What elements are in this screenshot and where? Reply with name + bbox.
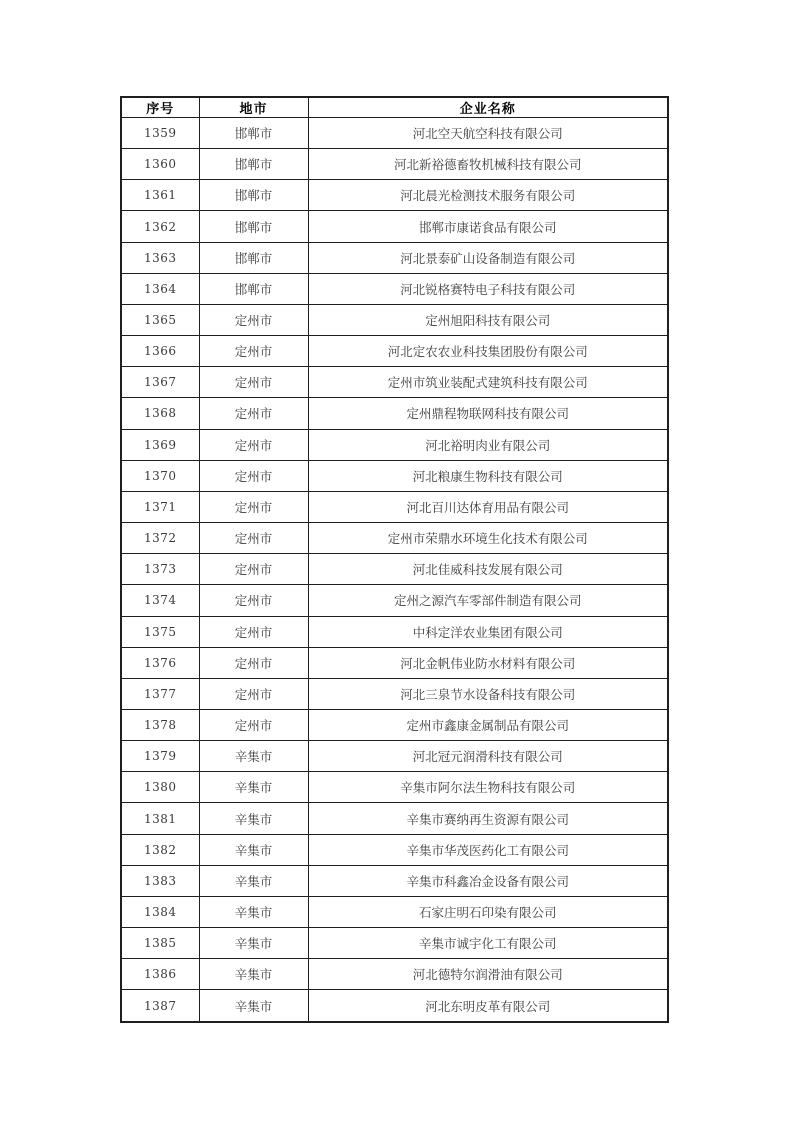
cell-company-name: 定州之源汽车零部件制造有限公司 xyxy=(308,585,668,616)
header-serial-number: 序号 xyxy=(121,97,199,118)
cell-city: 辛集市 xyxy=(199,834,308,865)
cell-serial-number: 1366 xyxy=(121,336,199,367)
cell-city: 邯郸市 xyxy=(199,149,308,180)
table-row xyxy=(121,616,668,647)
cell-company-name: 河北晨光检测技术服务有限公司 xyxy=(308,180,668,211)
cell-city: 辛集市 xyxy=(199,959,308,990)
cell-serial-number: 1359 xyxy=(121,118,199,149)
cell-company-name: 河北定农农业科技集团股份有限公司 xyxy=(308,336,668,367)
cell-company-name: 石家庄明石印染有限公司 xyxy=(308,896,668,927)
table-row xyxy=(121,367,668,398)
cell-city: 辛集市 xyxy=(199,741,308,772)
cell-serial-number: 1381 xyxy=(121,803,199,834)
cell-serial-number: 1363 xyxy=(121,242,199,273)
table-row xyxy=(121,803,668,834)
cell-city: 辛集市 xyxy=(199,896,308,927)
cell-company-name: 河北锐格赛特电子科技有限公司 xyxy=(308,273,668,304)
cell-serial-number: 1360 xyxy=(121,149,199,180)
table-row xyxy=(121,959,668,990)
cell-city: 定州市 xyxy=(199,491,308,522)
cell-serial-number: 1374 xyxy=(121,585,199,616)
table-row xyxy=(121,678,668,709)
cell-serial-number: 1386 xyxy=(121,959,199,990)
cell-company-name: 邯郸市康诺食品有限公司 xyxy=(308,211,668,242)
cell-city: 定州市 xyxy=(199,616,308,647)
cell-serial-number: 1378 xyxy=(121,709,199,740)
cell-city: 邯郸市 xyxy=(199,118,308,149)
cell-company-name: 辛集市华茂医药化工有限公司 xyxy=(308,834,668,865)
table-row xyxy=(121,834,668,865)
cell-company-name: 河北裕明肉业有限公司 xyxy=(308,429,668,460)
cell-city: 邯郸市 xyxy=(199,180,308,211)
cell-serial-number: 1387 xyxy=(121,990,199,1022)
cell-city: 邯郸市 xyxy=(199,273,308,304)
cell-city: 定州市 xyxy=(199,647,308,678)
company-table xyxy=(120,96,669,1023)
cell-company-name: 河北新裕德畜牧机械科技有限公司 xyxy=(308,149,668,180)
cell-company-name: 辛集市诚宇化工有限公司 xyxy=(308,928,668,959)
table-row xyxy=(121,585,668,616)
table-row xyxy=(121,990,668,1022)
table-row xyxy=(121,211,668,242)
cell-city: 定州市 xyxy=(199,585,308,616)
cell-city: 定州市 xyxy=(199,678,308,709)
cell-company-name: 河北三泉节水设备科技有限公司 xyxy=(308,678,668,709)
cell-company-name: 河北佳威科技发展有限公司 xyxy=(308,554,668,585)
cell-serial-number: 1367 xyxy=(121,367,199,398)
cell-company-name: 辛集市赛纳再生资源有限公司 xyxy=(308,803,668,834)
cell-serial-number: 1364 xyxy=(121,273,199,304)
header-company-name: 企业名称 xyxy=(308,97,668,118)
cell-serial-number: 1377 xyxy=(121,678,199,709)
cell-company-name: 定州市鑫康金属制品有限公司 xyxy=(308,709,668,740)
cell-city: 辛集市 xyxy=(199,928,308,959)
table-row xyxy=(121,398,668,429)
table-row xyxy=(121,554,668,585)
cell-company-name: 辛集市科鑫冶金设备有限公司 xyxy=(308,865,668,896)
cell-company-name: 河北德特尔润滑油有限公司 xyxy=(308,959,668,990)
cell-company-name: 定州鼎程物联网科技有限公司 xyxy=(308,398,668,429)
cell-company-name: 河北空天航空科技有限公司 xyxy=(308,118,668,149)
cell-city: 定州市 xyxy=(199,367,308,398)
cell-serial-number: 1380 xyxy=(121,772,199,803)
cell-serial-number: 1376 xyxy=(121,647,199,678)
cell-serial-number: 1383 xyxy=(121,865,199,896)
cell-serial-number: 1379 xyxy=(121,741,199,772)
table-row xyxy=(121,709,668,740)
cell-city: 邯郸市 xyxy=(199,211,308,242)
cell-company-name: 定州旭阳科技有限公司 xyxy=(308,304,668,335)
table-row xyxy=(121,647,668,678)
cell-serial-number: 1369 xyxy=(121,429,199,460)
cell-serial-number: 1371 xyxy=(121,491,199,522)
cell-city: 辛集市 xyxy=(199,803,308,834)
cell-city: 邯郸市 xyxy=(199,242,308,273)
table-row xyxy=(121,429,668,460)
cell-city: 定州市 xyxy=(199,554,308,585)
table-row xyxy=(121,149,668,180)
cell-company-name: 河北景泰矿山设备制造有限公司 xyxy=(308,242,668,273)
table-row xyxy=(121,865,668,896)
cell-city: 定州市 xyxy=(199,523,308,554)
table-row xyxy=(121,523,668,554)
cell-company-name: 河北粮康生物科技有限公司 xyxy=(308,460,668,491)
cell-serial-number: 1362 xyxy=(121,211,199,242)
cell-serial-number: 1361 xyxy=(121,180,199,211)
table-row xyxy=(121,491,668,522)
table-body xyxy=(121,118,668,1023)
cell-serial-number: 1375 xyxy=(121,616,199,647)
cell-city: 辛集市 xyxy=(199,990,308,1022)
table-row xyxy=(121,242,668,273)
cell-company-name: 河北东明皮革有限公司 xyxy=(308,990,668,1022)
cell-city: 辛集市 xyxy=(199,772,308,803)
cell-company-name: 定州市荣鼎水环境生化技术有限公司 xyxy=(308,523,668,554)
header-city: 地市 xyxy=(199,97,308,118)
table-row xyxy=(121,118,668,149)
cell-serial-number: 1370 xyxy=(121,460,199,491)
table-row xyxy=(121,304,668,335)
cell-city: 辛集市 xyxy=(199,865,308,896)
table-row xyxy=(121,460,668,491)
cell-company-name: 河北金帆伟业防水材料有限公司 xyxy=(308,647,668,678)
table-row xyxy=(121,896,668,927)
cell-city: 定州市 xyxy=(199,429,308,460)
table-row xyxy=(121,336,668,367)
cell-company-name: 辛集市阿尔法生物科技有限公司 xyxy=(308,772,668,803)
cell-serial-number: 1372 xyxy=(121,523,199,554)
cell-serial-number: 1365 xyxy=(121,304,199,335)
cell-city: 定州市 xyxy=(199,398,308,429)
table-row xyxy=(121,772,668,803)
cell-serial-number: 1382 xyxy=(121,834,199,865)
cell-city: 定州市 xyxy=(199,304,308,335)
header-row xyxy=(121,97,668,118)
table-row xyxy=(121,180,668,211)
table-row xyxy=(121,273,668,304)
cell-city: 定州市 xyxy=(199,709,308,740)
table-row xyxy=(121,928,668,959)
cell-city: 定州市 xyxy=(199,460,308,491)
cell-city: 定州市 xyxy=(199,336,308,367)
cell-serial-number: 1384 xyxy=(121,896,199,927)
cell-serial-number: 1373 xyxy=(121,554,199,585)
cell-company-name: 定州市筑业装配式建筑科技有限公司 xyxy=(308,367,668,398)
cell-serial-number: 1385 xyxy=(121,928,199,959)
cell-serial-number: 1368 xyxy=(121,398,199,429)
table-row xyxy=(121,741,668,772)
cell-company-name: 中科定洋农业集团有限公司 xyxy=(308,616,668,647)
cell-company-name: 河北冠元润滑科技有限公司 xyxy=(308,741,668,772)
cell-company-name: 河北百川达体育用品有限公司 xyxy=(308,491,668,522)
